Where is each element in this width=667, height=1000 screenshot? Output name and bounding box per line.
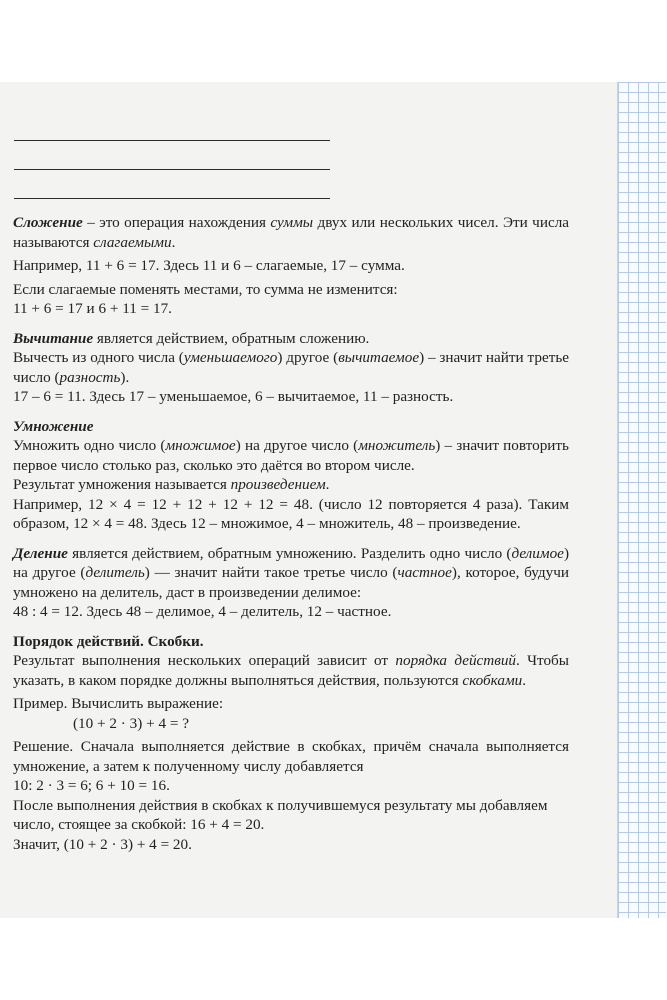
- multiplication-result: [13, 475, 569, 495]
- addition-text-1: – это операция нахождения: [82, 214, 271, 231]
- addition-commutative-example: 11 + 6 = 17 и 6 + 11 = 17.: [13, 300, 172, 317]
- addition-term: Сложение: [13, 214, 83, 231]
- order-text-1: Результат выполнения нескольких операций зависит от: [13, 652, 396, 669]
- order-heading: Порядок действий. Скобки.: [13, 632, 204, 650]
- subtraction-text-1: является действием, обратным сложению.: [93, 329, 370, 347]
- subtraction-term: Вычитание: [13, 329, 94, 347]
- addends-term: слагаемыми: [93, 233, 172, 251]
- division-definition: [13, 544, 569, 603]
- sum-term: суммы: [270, 214, 314, 231]
- brackets-term: скобками: [462, 671, 523, 689]
- subtraction-text-4: ) – значит найти третье число (: [13, 349, 569, 386]
- minuend-term: уменьшаемого: [183, 349, 278, 366]
- subtraction-definition: [13, 329, 569, 349]
- blank-line-3: [14, 198, 330, 199]
- solution-step-2: 10: 2 · 3 = 6; 6 + 10 = 16.: [13, 777, 170, 794]
- order-text-2: . Чтобы указать, в каком порядке должны выполняться действия, пользуются: [13, 652, 569, 689]
- division-text-3: ) — значит найти такое третье число (: [144, 564, 398, 581]
- subtraction-example: 17 – 6 = 11. Здесь 17 – уменьшаемое, 6 – вычитаемое, 11 – разность.: [13, 388, 454, 405]
- solution-step-1: Решение. Сначала выполняется действие в скобках, причём сначала выполняется умножение, а затем к полученному числу добавляется: [13, 738, 569, 775]
- addition-commutative: Если слагаемые поменять местами, то сумма не изменится:: [13, 280, 398, 298]
- multiplier-term: множитель: [358, 437, 436, 454]
- division-example: 48 : 4 = 12. Здесь 48 – делимое, 4 – делитель, 12 – частное.: [13, 603, 392, 620]
- product-term: произведением: [230, 476, 326, 493]
- blank-line-1: [14, 140, 330, 141]
- dividend-term: делимое: [511, 544, 564, 562]
- difference-term: разность: [59, 368, 121, 386]
- multiplicand-term: множимое: [165, 437, 236, 454]
- addition-text-2: двух или нескольких чисел. Эти числа называются: [13, 214, 570, 251]
- quotient-term: частное: [397, 564, 452, 581]
- addition-example: Например, 11 + 6 = 17. Здесь 11 и 6 – слагаемые, 17 – сумма.: [13, 257, 405, 274]
- solution-conclusion: Значит, (10 + 2 · 3) + 4 = 20.: [13, 835, 192, 853]
- multiplication-text-3: ) – значит повторить первое число столько раз, сколько это даётся во втором числе.: [13, 437, 569, 474]
- division-text-1: является действием, обратным умножению. Разделить одно число (: [67, 544, 512, 562]
- multiplication-text-1: Умножить одно число (: [13, 437, 166, 454]
- multiplication-text-2: ) на другое число (: [235, 437, 359, 454]
- subtrahend-term: вычитаемое: [338, 349, 420, 366]
- division-text-2: ) на другое (: [13, 544, 569, 581]
- example-expression: (10 + 2 · 3) + 4 = ?: [73, 714, 189, 732]
- multiplication-explanation: [13, 436, 569, 475]
- division-term: Деление: [13, 544, 68, 562]
- grid-paper-edge: [617, 82, 666, 918]
- solution-step-3: После выполнения действия в скобках к получившемуся результату мы добавляем число, стоящее за скобкой: 16 + 4 = 20.: [13, 796, 548, 833]
- multiplication-example: Например, 12 × 4 = 12 + 12 + 12 + 12 = 48. (число 12 повторяется 4 раза). Таким образом, 12 × 4 = 48. Здесь 12 – множимое, 4 – множитель, 48 – произведение.: [13, 495, 569, 532]
- rules-text: [13, 213, 569, 858]
- example-label: Пример. Вычислить выражение:: [13, 695, 224, 712]
- subtraction-text-5: ).: [120, 368, 130, 386]
- multiplication-result-end: .: [325, 476, 330, 493]
- addition-definition: [13, 213, 569, 252]
- order-explanation: [13, 651, 569, 690]
- division-text-4: ), которое, будучи умножено на делитель, даст в произведении делимое:: [13, 564, 570, 601]
- divisor-term: делитель: [85, 564, 145, 581]
- order-text-3: .: [522, 671, 527, 689]
- blank-line-2: [14, 169, 330, 170]
- subtraction-explanation: [13, 348, 569, 387]
- order-of-operations-term: порядка действий: [395, 652, 517, 669]
- subtraction-text-3: ) другое (: [277, 349, 339, 366]
- multiplication-result-text: Результат умножения называется: [13, 476, 231, 493]
- addition-text-3: .: [171, 233, 176, 251]
- subtraction-text-2: Вычесть из одного числа (: [13, 349, 184, 366]
- multiplication-term: Умножение: [13, 417, 94, 435]
